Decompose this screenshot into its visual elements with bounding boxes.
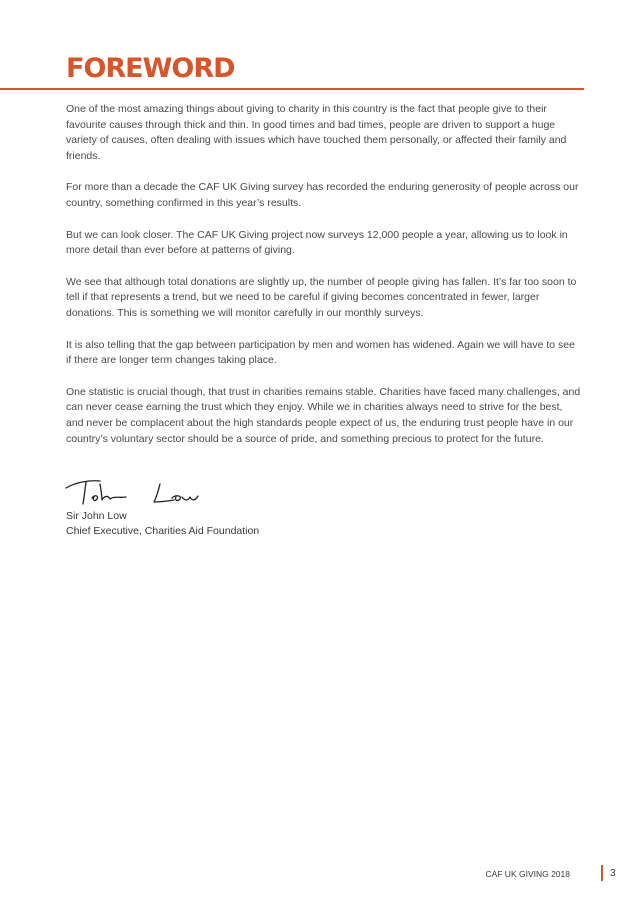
handwritten-signature: [64, 474, 214, 510]
foreword-body: [66, 102, 582, 463]
footer-label: CAF UK GIVING 2018: [485, 869, 570, 879]
page-number: 3: [610, 868, 616, 879]
footer-divider: [601, 865, 603, 881]
page-title: FOREWORD: [66, 53, 235, 84]
signatory-title: Chief Executive, Charities Aid Foundation: [66, 525, 260, 537]
paragraph: We see that although total donations are slightly up, the number of people giving has fallen. It’s far too soon to tell if that represents a trend, but we need to be careful if giving becomes concentrated in fewer, larger donations. This is something we will monitor carefully in our monthly surveys.: [66, 275, 577, 319]
paragraph: One of the most amazing things about giving to charity in this country is the fact that people give to their favourite causes through thick and thin. In good times and bad times, people are driven to support a huge variety of causes, often dealing with issues which have touched them personally, or affected their family and friends.: [66, 103, 567, 162]
paragraph: But we can look closer. The CAF UK Giving project now surveys 12,000 people a year, allowing us to look in more detail than ever before at patterns of giving.: [66, 228, 568, 257]
paragraph: For more than a decade the CAF UK Giving survey has recorded the enduring generosity of people across our country, something confirmed in this year’s results.: [66, 181, 579, 209]
paragraph: One statistic is crucial though, that trust in charities remains stable. Charities have faced many challenges, and can never cease earning the trust which they enjoy. While we in charities always need to strive for the best, and never be complacent about the high standards people expect of us, the enduring trust people have in our country’s voluntary sector should be a source of pride, and something precious to protect for the future.: [66, 385, 581, 445]
paragraph: It is also telling that the gap between participation by men and women has widened. Again we will have to see if there are longer term changes taking place.: [66, 338, 575, 367]
signatory: [66, 509, 259, 539]
signatory-name: Sir John Low: [66, 510, 127, 522]
heading-rule: [0, 88, 584, 90]
